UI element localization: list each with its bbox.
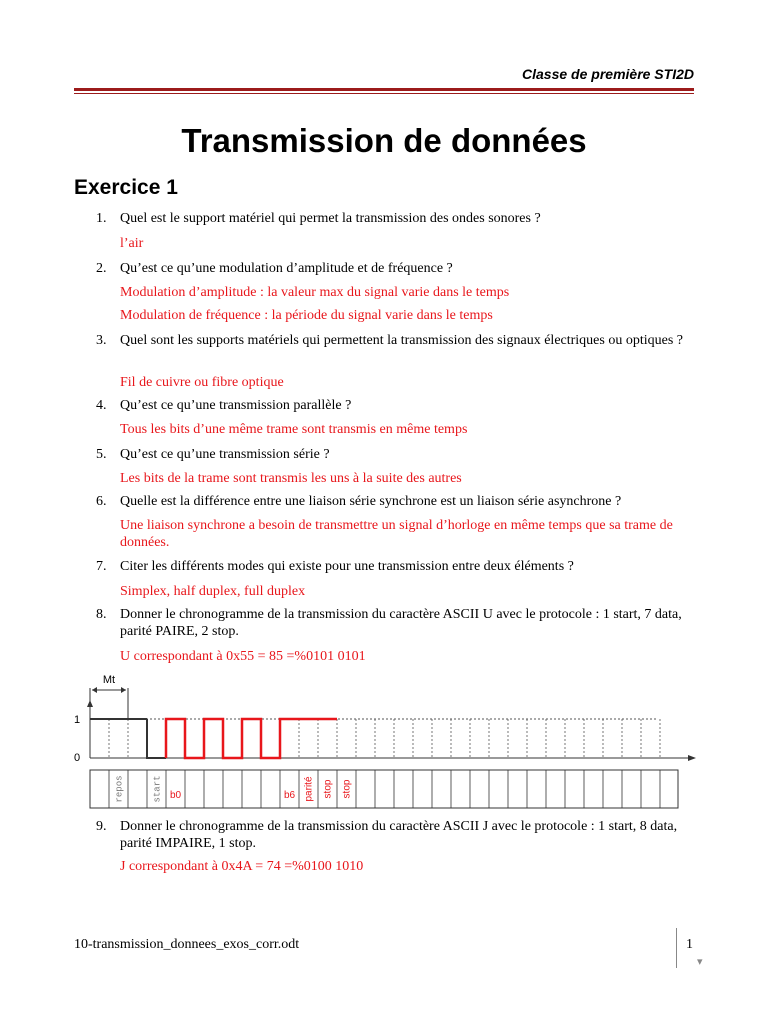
page-title: Transmission de données [181,122,587,159]
answer-4: Tous les bits d’une même trame sont transmis en même temps [120,422,468,437]
level-low-label: 0 [74,752,81,764]
chronogram-figure [70,670,700,812]
answer-8: U correspondant à 0x55 = 85 =%0101 0101 [120,649,366,664]
mt-arrowhead-right [121,687,126,693]
footer-divider [676,928,677,968]
slot-label-repos: repos [114,775,125,803]
class-label: Classe de première STI2D [522,66,694,82]
answer-1: l’air [120,236,144,251]
footer-page-number: 1 [686,937,693,952]
slot-label-parity: parité [303,776,315,802]
slot-box [90,770,678,808]
slot-label-start: start [152,775,163,803]
mt-label: Mt [102,674,116,686]
slot-label-b6: b6 [283,790,296,801]
answer-7: Simplex, half duplex, full duplex [120,584,306,599]
signal-start-bit [147,719,166,758]
x-axis-arrow [688,755,696,761]
slot-label-b0: b0 [169,790,182,801]
answer-3: Fil de cuivre ou fibre optique [120,375,284,390]
exercise-title: Exercice 1 [74,176,178,199]
slot-label-stop-1: stop [322,779,334,799]
answer-2b: Modulation de fréquence : la période du signal varie dans le temps [120,308,493,323]
slot-label-stop-2: stop [341,779,353,799]
page-corner-mark: ▾ [697,956,703,968]
signal-data-bits [166,719,337,758]
header-rule [74,88,694,94]
answer-2a: Modulation d’amplitude : la valeur max du signal varie dans le temps [120,285,510,300]
signal-trace [90,719,337,758]
y-axis-arrow [87,700,93,707]
answer-5: Les bits de la trame sont transmis les uns à la suite des autres [120,471,462,486]
slot-dividers [109,770,660,808]
answer-9: J correspondant à 0x4A = 74 =%0100 1010 [120,859,364,874]
footer-filename: 10-transmission_donnees_exos_corr.odt [74,937,300,952]
answer-6: Une liaison synchrone a besoin de transmettre un signal d’horloge en même temps que sa trame de données. [120,518,673,550]
level-high-label: 1 [74,714,81,726]
mt-arrowhead-left [92,687,97,693]
grid-lines [109,719,660,758]
